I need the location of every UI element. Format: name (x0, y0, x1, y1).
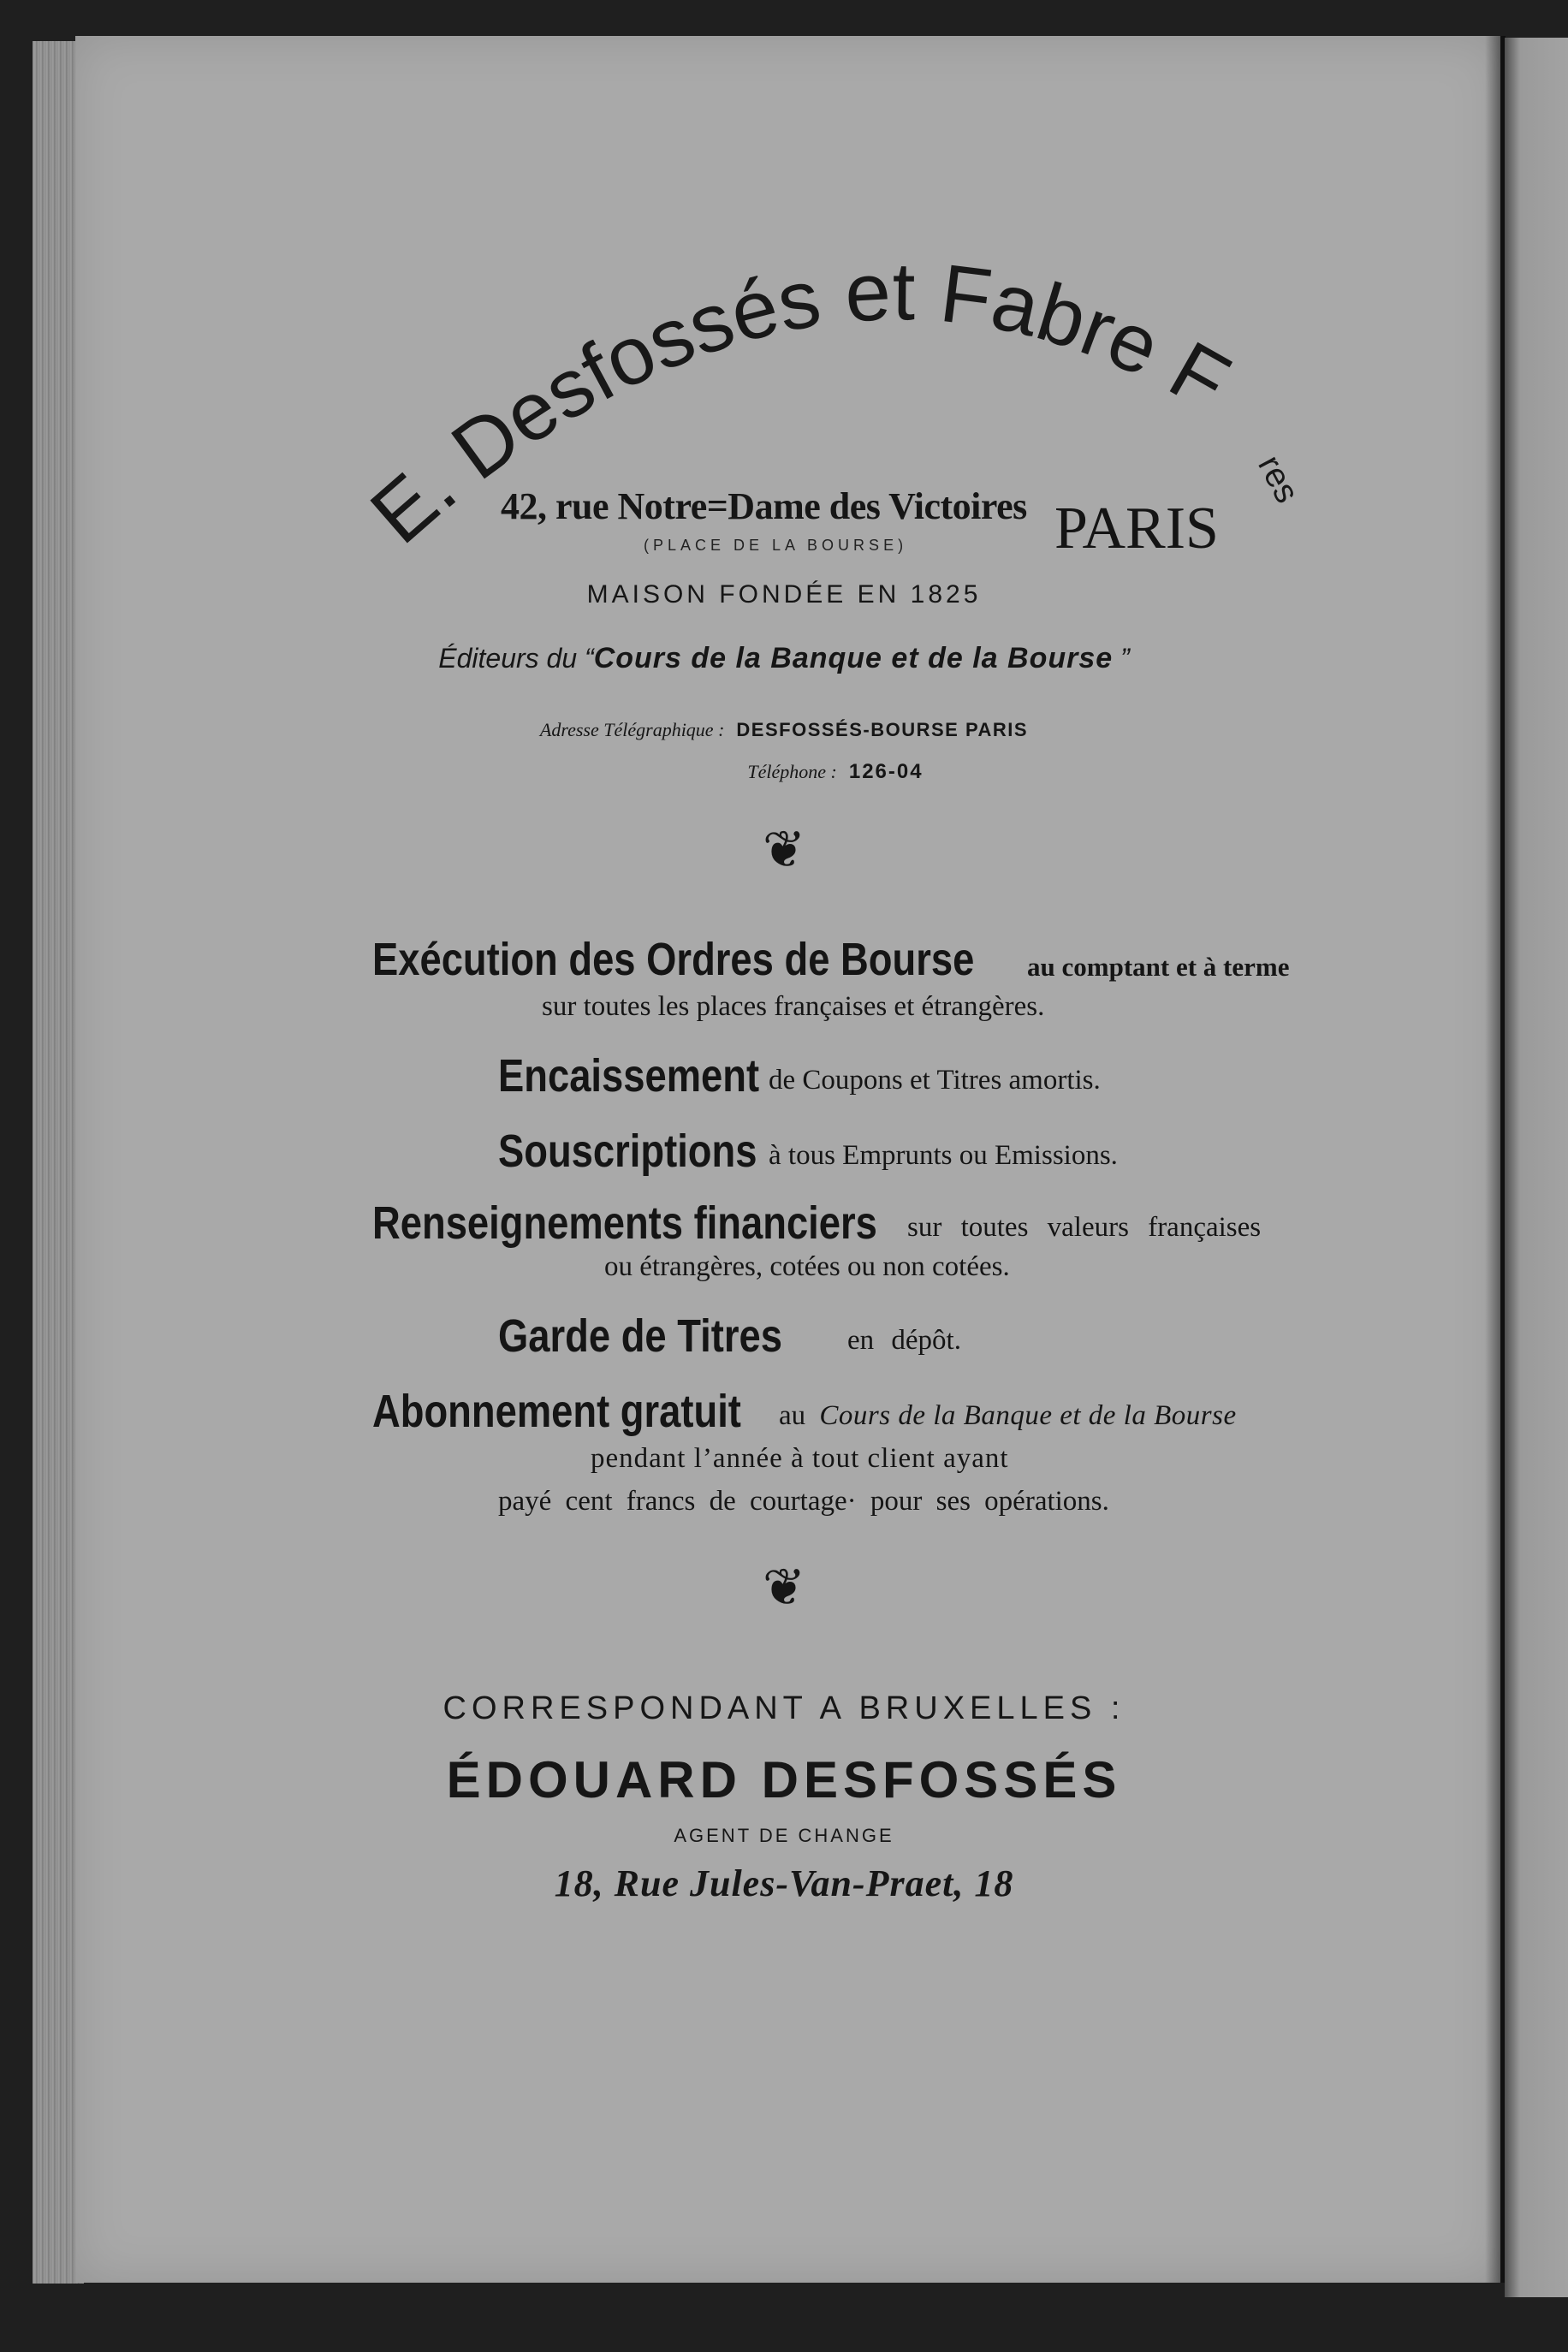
service-title: Garde de Titres (498, 1310, 782, 1362)
telegraph-label: Adresse Télégraphique : (539, 719, 725, 740)
ornament-icon: ❦ (762, 1558, 806, 1618)
service-detail-line2: ou étrangères, cotées ou non cotées. (604, 1251, 1010, 1282)
service-detail: de Coupons et Titres amortis. (769, 1065, 1101, 1096)
telegraph-value: DESFOSSÉS-BOURSE PARIS (736, 719, 1029, 740)
service-detail: au comptant et à terme (1027, 952, 1290, 982)
correspondent-name: ÉDOUARD DESFOSSÉS (446, 1751, 1122, 1809)
publisher-prefix: Éditeurs du “ (438, 643, 594, 674)
service-title: Renseignements financiers (372, 1197, 877, 1249)
service-detail-line2: pendant l’année à tout client ayant (591, 1443, 1009, 1474)
telegraph-line (0, 719, 1568, 741)
service-detail: à tous Emprunts ou Emissions. (769, 1140, 1118, 1171)
service-title: Souscriptions (498, 1126, 757, 1177)
service-encaissement (498, 1049, 809, 1102)
service-garde (498, 1310, 836, 1363)
city-name: PARIS (1054, 496, 1219, 561)
service-detail-title: Cours de la Banque et de la Bourse (819, 1400, 1237, 1431)
publisher-line (0, 642, 1568, 675)
company-name-text: E. Desfossés et Fabre F (353, 245, 1244, 561)
service-renseignements (372, 1197, 973, 1250)
correspondent-heading: CORRESPONDANT A BRUXELLES : (442, 1690, 1126, 1726)
ornament-icon: ❦ (762, 820, 806, 880)
phone-value: 126-04 (848, 760, 924, 783)
service-abonnement (372, 1385, 811, 1438)
phone-line (0, 760, 1568, 784)
place-note: (PLACE DE LA BOURSE) (644, 537, 908, 554)
phone-label: Téléphone : (747, 761, 837, 782)
service-detail-line3: payé cent francs de courtage· pour ses opérations. (498, 1486, 1109, 1517)
service-detail-line2: sur toutes les places françaises et étrangères. (542, 991, 1045, 1022)
publication-title: Cours de la Banque et de la Bourse (593, 642, 1114, 674)
service-detail-prefix: au (779, 1400, 806, 1431)
founded-line: MAISON FONDÉE EN 1825 (586, 580, 982, 609)
company-name-suffix: res (1250, 449, 1307, 509)
service-detail: sur toutes valeurs françaises (907, 1212, 1262, 1243)
correspondent-role: AGENT DE CHANGE (674, 1825, 894, 1846)
service-title: Encaissement (498, 1050, 760, 1102)
street-address: 42, rue Notre=Dame des Victoires (501, 485, 1027, 527)
service-execution (372, 933, 1089, 986)
service-title: Abonnement gratuit (372, 1386, 741, 1437)
correspondent-address: 18, Rue Jules-Van-Praet, 18 (554, 1862, 1014, 1904)
service-souscriptions (498, 1125, 806, 1178)
service-detail (779, 1400, 1237, 1432)
publisher-suffix: ” (1113, 643, 1130, 674)
service-detail: en dépôt. (847, 1325, 961, 1356)
service-title: Exécution des Ordres de Bourse (372, 934, 975, 985)
